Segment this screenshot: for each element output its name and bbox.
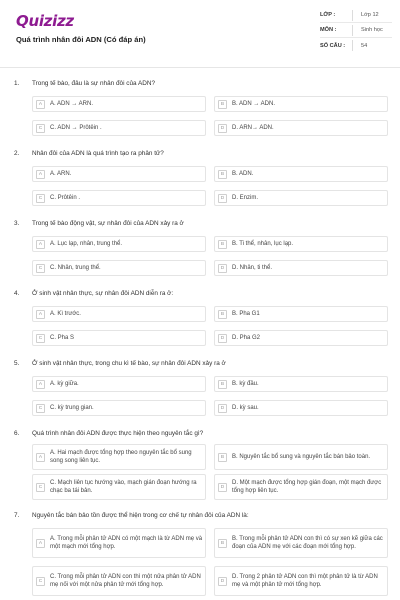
option-letter-badge: D [218, 124, 227, 133]
document-title: Quá trình nhân đôi ADN (Có đáp án) [16, 35, 146, 44]
option-text: D. ARN→ ADN. [232, 125, 274, 131]
answer-option-d[interactable] [214, 260, 388, 276]
meta-value: 54 [361, 42, 368, 49]
answer-option-b[interactable] [214, 528, 388, 558]
question-number: 7. [14, 512, 20, 519]
option-letter-badge: D [218, 194, 227, 203]
option-text: A. kỳ giữa. [50, 381, 79, 387]
question-text: Ở sinh vật nhân thực, trong chu kì tế bào, sự nhân đôi ADN xảy ra ở [32, 360, 226, 367]
option-letter-badge: D [218, 483, 227, 492]
option-text: D. Trong 2 phân tử ADN con thì một phân tử là từ ADN mẹ và một phân tử mới tổng hợp. [232, 574, 378, 588]
option-text: B. Nguyên tắc bổ sung và nguyên tắc bán bảo toàn. [232, 454, 371, 460]
option-text: C. Prôtêin . [50, 195, 81, 201]
option-text: C. kỳ trung gian. [50, 405, 94, 411]
meta-divider [352, 25, 353, 36]
meta-divider [352, 10, 353, 21]
answer-option-b[interactable] [214, 166, 388, 182]
answer-option-d[interactable] [214, 566, 388, 596]
option-letter-badge: C [36, 404, 45, 413]
meta-row-count [320, 38, 392, 53]
option-letter-badge: A [36, 453, 45, 462]
answer-option-b[interactable] [214, 444, 388, 470]
option-text: A. Kì trước. [50, 311, 81, 317]
option-text: D. kỳ sau. [232, 405, 259, 411]
answer-option-b[interactable] [214, 306, 388, 322]
option-text: D. Enzim. [232, 195, 259, 201]
meta-value: Lớp 12 [361, 12, 379, 18]
option-text: D. Pha G2 [232, 335, 261, 341]
meta-value: Sinh học [361, 27, 383, 33]
question-number: 2. [14, 150, 20, 157]
option-text: C. Nhân, trung thể. [50, 265, 101, 271]
option-letter-badge: B [218, 380, 227, 389]
option-text: B. ADN → ADN. [232, 101, 276, 107]
option-letter-badge: B [218, 100, 227, 109]
option-letter-badge: C [36, 124, 45, 133]
option-text: D. Một mạch được tổng hợp gián đoạn, một mạch được tổng hợp liên tục. [232, 480, 382, 494]
answer-option-c[interactable] [32, 474, 206, 500]
option-letter-badge: C [36, 483, 45, 492]
answer-option-d[interactable] [214, 190, 388, 206]
option-letter-badge: A [36, 240, 45, 249]
meta-box [320, 8, 392, 53]
question-text: Nguyên tắc bán bảo tồn được thể hiện trong cơ chế tự nhân đôi của ADN là: [32, 512, 249, 519]
option-letter-badge: A [36, 170, 45, 179]
quizizz-logo: Quizizz [16, 12, 74, 30]
answer-option-b[interactable] [214, 236, 388, 252]
option-letter-badge: A [36, 539, 45, 548]
option-letter-badge: D [218, 334, 227, 343]
option-letter-badge: B [218, 310, 227, 319]
question-number: 4. [14, 290, 20, 297]
option-letter-badge: A [36, 310, 45, 319]
question-number: 6. [14, 430, 20, 437]
option-letter-badge: C [36, 264, 45, 273]
option-text: C. Pha S [50, 335, 75, 341]
question-number: 1. [14, 80, 20, 87]
answer-option-a[interactable] [32, 96, 206, 112]
option-text: B. Ti thể, nhân, lục lạp. [232, 241, 294, 247]
option-text: B. kỳ đầu. [232, 381, 259, 387]
option-letter-badge: A [36, 100, 45, 109]
answer-option-c[interactable] [32, 120, 206, 136]
option-letter-badge: C [36, 577, 45, 586]
option-letter-badge: D [218, 577, 227, 586]
question-number: 5. [14, 360, 20, 367]
option-letter-badge: B [218, 240, 227, 249]
answer-option-d[interactable] [214, 330, 388, 346]
option-text: D. Nhân, ti thể. [232, 265, 273, 271]
answer-option-c[interactable] [32, 400, 206, 416]
answer-option-a[interactable] [32, 306, 206, 322]
option-text: A. Trong mỗi phân tử ADN có một mạch là từ ADN mẹ và một mạch mới tổng hợp. [50, 536, 203, 550]
question-number: 3. [14, 220, 20, 227]
answer-option-c[interactable] [32, 190, 206, 206]
option-text: A. Lục lạp, nhân, trung thể. [50, 241, 123, 247]
meta-row-subject [320, 23, 392, 38]
answer-option-d[interactable] [214, 400, 388, 416]
answer-option-b[interactable] [214, 96, 388, 112]
option-text: A. ADN → ARN. [50, 101, 94, 107]
answer-option-c[interactable] [32, 330, 206, 346]
answer-option-b[interactable] [214, 376, 388, 392]
answer-option-c[interactable] [32, 260, 206, 276]
answer-option-d[interactable] [214, 120, 388, 136]
option-letter-badge: B [218, 453, 227, 462]
answer-option-a[interactable] [32, 236, 206, 252]
meta-label: LỚP : [320, 12, 336, 18]
question-text: Ở sinh vật nhân thực, sự nhân đôi ADN diễn ra ở: [32, 290, 174, 297]
question-text: Nhân đôi của ADN là quá trình tạo ra phân tử? [32, 150, 164, 157]
option-letter-badge: D [218, 404, 227, 413]
answer-option-a[interactable] [32, 528, 206, 558]
answer-option-c[interactable] [32, 566, 206, 596]
option-text: B. ADN. [232, 171, 254, 177]
question-text: Quá trình nhân đôi ADN được thực hiện theo nguyên tắc gì? [32, 430, 204, 437]
question-text: Trong tế bào động vật, sự nhân đôi của ADN xảy ra ở [32, 220, 184, 227]
option-letter-badge: C [36, 194, 45, 203]
option-letter-badge: A [36, 380, 45, 389]
option-text: C. Trong mỗi phân tử ADN con thì một nửa phân tử ADN mẹ nối với một nửa phân tử mới tổng hợp. [50, 574, 201, 588]
answer-option-a[interactable] [32, 166, 206, 182]
option-text: A. Hai mạch được tổng hợp theo nguyên tắc bổ sung song song liên tục. [50, 450, 192, 464]
option-letter-badge: B [218, 170, 227, 179]
meta-divider [352, 40, 353, 51]
meta-row-grade [320, 8, 392, 23]
option-text: B. Trong mỗi phân tử ADN con thì có sự xen kẽ giữa các đoạn của ADN mẹ với các đoạn mới tổng hợp. [232, 536, 383, 550]
question-text: Trong tế bào, đâu là sự nhân đôi của ADN? [32, 80, 156, 87]
meta-label: SỐ CÂU : [320, 42, 346, 49]
answer-option-a[interactable] [32, 376, 206, 392]
option-letter-badge: D [218, 264, 227, 273]
meta-label: MÔN : [320, 27, 337, 33]
option-text: C. ADN → Prôtêin . [50, 125, 102, 131]
option-text: B. Pha G1 [232, 311, 260, 317]
option-text: A. ARN. [50, 171, 72, 177]
answer-option-a[interactable] [32, 444, 206, 470]
option-text: C. Mạch liên tục hướng vào, mạch gián đoạn hướng ra chạc ba tái bản. [50, 480, 197, 494]
answer-option-d[interactable] [214, 474, 388, 500]
option-letter-badge: C [36, 334, 45, 343]
document-header [0, 0, 400, 68]
option-letter-badge: B [218, 539, 227, 548]
